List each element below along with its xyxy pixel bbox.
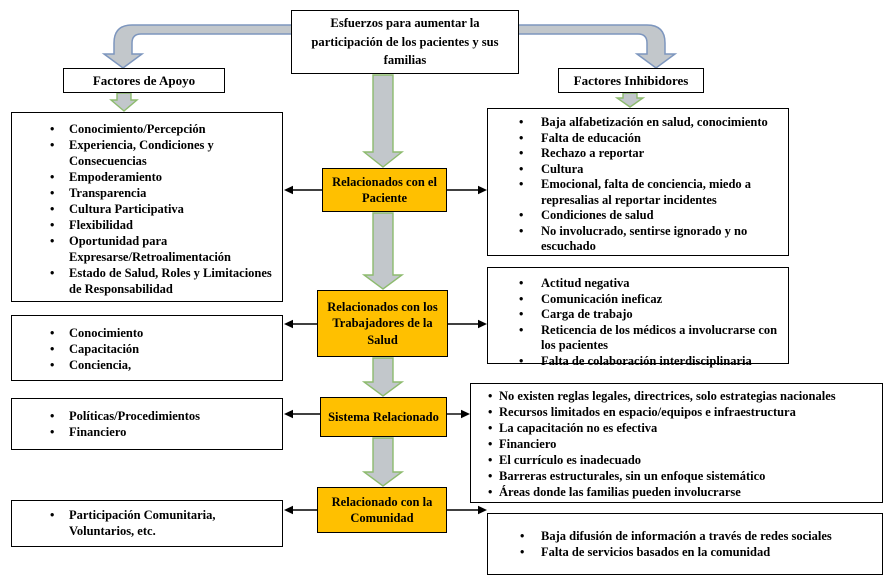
- inhibiting-workers-list: [488, 276, 788, 369]
- list-item: • No involucrado, sentirse ignorado y no escuchado: [488, 224, 788, 255]
- inhibiting-system-list-box: [470, 383, 883, 503]
- inhibiting-patient-list-box: [487, 108, 789, 256]
- list-item: • Condiciones de salud: [488, 208, 788, 224]
- community-related-box: [317, 487, 447, 533]
- connector-workers-right: [448, 320, 487, 328]
- list-item: • Actitud negativa: [488, 276, 788, 292]
- list-item: • Oportunidad para Expresarse/Retroalimentación: [12, 233, 282, 265]
- list-item: • Políticas/Procedimientos: [12, 408, 282, 424]
- connector-community-right: [447, 506, 487, 514]
- list-item: • Falta de educación: [488, 131, 788, 147]
- list-item: • Capacitación: [12, 341, 282, 357]
- list-item: • Rechazo a reportar: [488, 146, 788, 162]
- supporting-system-list-box: [11, 398, 283, 450]
- list-item: • Falta de servicios basados en la comunidad: [488, 544, 882, 560]
- list-item: • Áreas donde las familias pueden involucrarse: [471, 484, 882, 500]
- down-arrow-system-to-community: [364, 438, 402, 486]
- patient-related-box: [322, 168, 447, 212]
- list-item: • Transparencia: [12, 185, 282, 201]
- supporting-factors-label: [63, 68, 225, 93]
- list-item: • Baja alfabetización en salud, conocimiento: [488, 115, 788, 131]
- down-arrow-right-label: [617, 93, 643, 107]
- supporting-patient-list-box: [11, 112, 283, 302]
- health-workers-related-box: [317, 290, 448, 357]
- list-item: • Financiero: [12, 424, 282, 440]
- inhibiting-factors-label-text: Factores Inhibidores: [573, 72, 689, 88]
- inhibiting-workers-list-box: [487, 267, 789, 368]
- list-item: • Financiero: [471, 436, 882, 452]
- list-item: • Conciencia,: [12, 357, 282, 373]
- title-box-text: Esfuerzos para aumentar la participación de los pacientes y sus familias: [311, 15, 499, 68]
- connector-community-left: [284, 506, 317, 514]
- inhibiting-factors-label: [558, 68, 704, 93]
- list-item: • Empoderamiento: [12, 169, 282, 185]
- supporting-community-list-box: [11, 500, 283, 547]
- inhibiting-patient-list: [488, 115, 788, 255]
- system-related-text: Sistema Relacionado: [328, 409, 439, 424]
- connector-patient-right: [447, 186, 487, 194]
- health-workers-related-text: Relacionados con los Trabajadores de la Salud: [327, 299, 438, 347]
- down-arrow-workers-to-system: [364, 358, 402, 396]
- patient-related-text: Relacionados con el Paciente: [332, 174, 437, 205]
- connector-system-left: [284, 410, 320, 418]
- list-item: • Reticencia de los médicos a involucrarse con los pacientes: [488, 323, 788, 354]
- title-box: [291, 10, 519, 74]
- inhibiting-community-list-box: [487, 513, 883, 575]
- elbow-arrow-right: [518, 25, 675, 68]
- list-item: • El currículo es inadecuado: [471, 452, 882, 468]
- list-item: • Carga de trabajo: [488, 307, 788, 323]
- list-item: • Conocimiento/Percepción: [12, 121, 282, 137]
- list-item: • No existen reglas legales, directrices, solo estrategias nacionales: [471, 388, 882, 404]
- connector-workers-left: [284, 320, 317, 328]
- list-item: • Cultura: [488, 162, 788, 178]
- list-item: • Barreras estructurales, sin un enfoque sistemático: [471, 468, 882, 484]
- supporting-workers-list: [12, 325, 282, 373]
- connector-system-right: [447, 410, 470, 418]
- list-item: • Falta de colaboración interdisciplinaria: [488, 354, 788, 370]
- list-item: • Cultura Participativa: [12, 201, 282, 217]
- supporting-community-list: [12, 507, 282, 539]
- inhibiting-system-list: [471, 388, 882, 500]
- community-related-text: Relacionado con la Comunidad: [331, 494, 433, 525]
- down-arrow-patient-to-workers: [364, 213, 402, 289]
- list-item: • La capacitación no es efectiva: [471, 420, 882, 436]
- down-arrow-left-label: [111, 93, 137, 111]
- list-item: • Conocimiento: [12, 325, 282, 341]
- supporting-system-list: [12, 408, 282, 440]
- list-item: • Baja difusión de información a través de redes sociales: [488, 528, 882, 544]
- supporting-patient-list: [12, 121, 282, 297]
- list-item: • Comunicación ineficaz: [488, 292, 788, 308]
- supporting-factors-label-text: Factores de Apoyo: [92, 72, 196, 88]
- supporting-workers-list-box: [11, 315, 283, 381]
- list-item: • Flexibilidad: [12, 217, 282, 233]
- elbow-arrow-left: [104, 25, 292, 68]
- system-related-box: [320, 397, 447, 437]
- list-item: • Recursos limitados en espacio/equipos e infraestructura: [471, 404, 882, 420]
- inhibiting-community-list: [488, 528, 882, 560]
- list-item: • Participación Comunitaria, Voluntarios, etc.: [12, 507, 282, 539]
- list-item: • Experiencia, Condiciones y Consecuencias: [12, 137, 282, 169]
- list-item: • Estado de Salud, Roles y Limitaciones de Responsabilidad: [12, 265, 282, 297]
- list-item: • Emocional, falta de conciencia, miedo a represalias al reportar incidentes: [488, 177, 788, 208]
- down-arrow-title-to-patient: [364, 75, 402, 167]
- connector-patient-left: [284, 186, 322, 194]
